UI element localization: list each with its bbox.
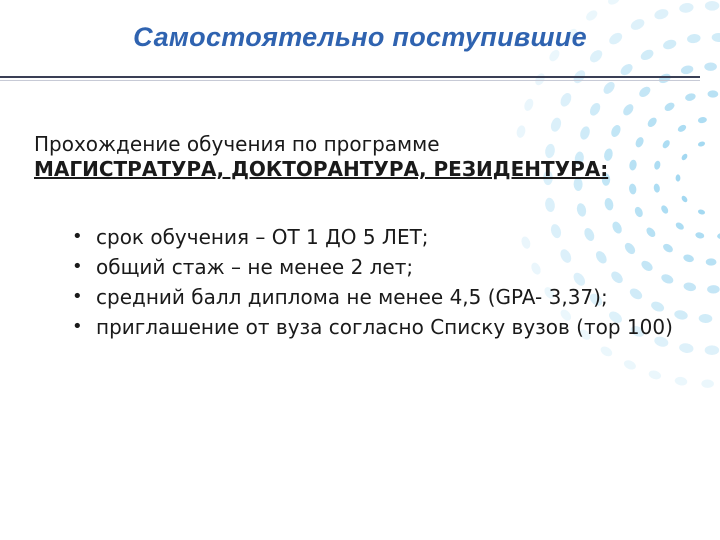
decor-dot: [701, 379, 714, 388]
decor-dot: [679, 2, 695, 14]
decor-dot: [637, 85, 652, 99]
list-item: [72, 282, 702, 312]
bullet-icon: •: [72, 256, 83, 277]
decor-dot: [601, 80, 617, 96]
decor-dot: [653, 160, 661, 170]
decor-dot: [657, 72, 672, 85]
list-item-text: срок обучения – ОТ 1 ДО 5 ЛЕТ;: [96, 225, 429, 249]
decor-dot: [653, 183, 660, 193]
decor-dot: [674, 376, 688, 386]
decor-dot: [628, 183, 637, 195]
decor-dot: [717, 232, 720, 239]
decor-dot: [697, 141, 705, 148]
decor-dot: [705, 1, 719, 11]
decor-dot: [707, 90, 718, 97]
decor-dot: [684, 92, 696, 102]
decor-dot: [588, 101, 602, 117]
title-divider: [0, 76, 700, 78]
decor-dot: [549, 116, 563, 133]
list-item-text: приглашение от вуза согласно Списку вузов (тор 100): [96, 315, 673, 339]
decor-dot: [544, 197, 556, 213]
bullet-icon: •: [72, 286, 83, 307]
decor-dot: [678, 342, 694, 354]
decor-dot: [609, 124, 622, 139]
decor-dot: [633, 206, 644, 219]
intro-block: [34, 132, 608, 182]
decor-dot: [660, 204, 670, 215]
requirements-list: [72, 222, 702, 342]
decor-dot: [584, 8, 599, 22]
decor-dot: [648, 369, 662, 381]
decor-dot: [680, 64, 694, 75]
list-item-text: средний балл диплома не менее 4,5 (GPA- 3,37);: [96, 285, 608, 309]
program-line: МАГИСТРАТУРА, ДОКТОРАНТУРА, РЕЗИДЕНТУРА:: [34, 157, 609, 181]
decor-dot: [606, 0, 621, 7]
decor-dot: [697, 209, 705, 216]
list-item-text: общий стаж – не менее 2 лет;: [96, 255, 414, 279]
decor-dot: [629, 159, 638, 171]
list-item: [72, 252, 702, 282]
decor-dot: [576, 202, 588, 217]
decor-dot: [680, 195, 688, 204]
decor-dot: [622, 358, 637, 371]
decor-dot: [661, 139, 671, 150]
decor-dot: [523, 97, 535, 112]
decor-dot: [653, 7, 670, 21]
decor-dot: [706, 258, 717, 265]
title-divider-shadow: [0, 80, 700, 81]
bullet-icon: •: [72, 316, 83, 337]
decor-dot: [603, 197, 614, 211]
decor-dot: [646, 116, 659, 129]
decor-dot: [697, 116, 707, 123]
decor-dot: [663, 101, 676, 113]
decor-dot: [707, 285, 720, 294]
decor-dot: [704, 62, 717, 71]
decor-dot: [677, 123, 688, 133]
decor-dot: [634, 136, 645, 149]
list-item: [72, 222, 702, 252]
intro-line: Прохождение обучения по программе: [34, 132, 440, 156]
decor-dot: [705, 345, 719, 355]
decor-dot: [676, 174, 681, 181]
bullet-icon: •: [72, 226, 83, 247]
decor-dot: [558, 91, 573, 108]
list-item: [72, 312, 702, 342]
decor-dot: [599, 344, 614, 358]
slide-title: Самостоятельно поступившие: [133, 22, 587, 52]
decor-dot: [680, 153, 688, 162]
decor-dot: [621, 102, 635, 117]
